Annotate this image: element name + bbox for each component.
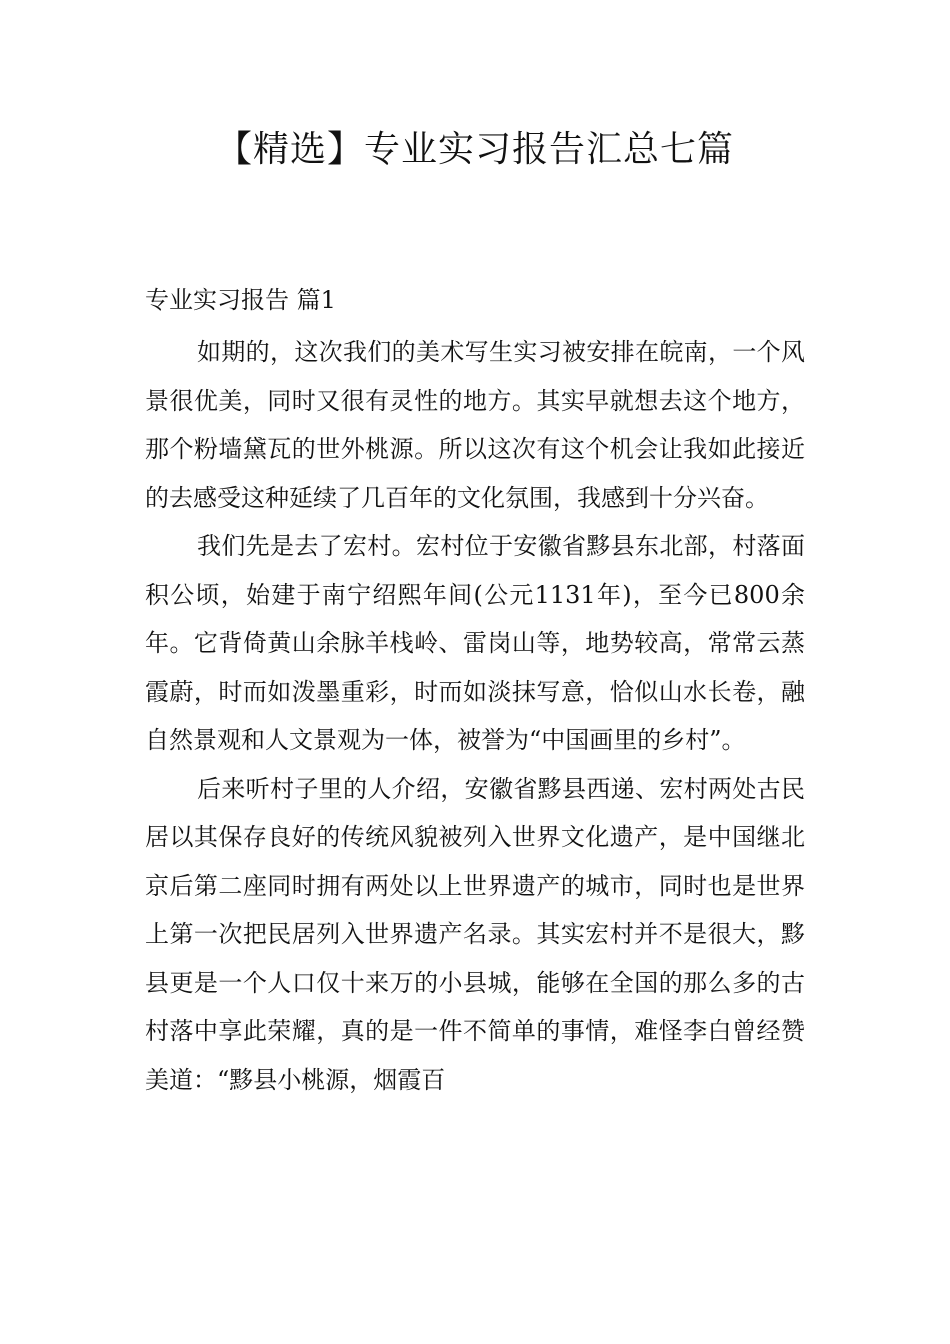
section-heading: 专业实习报告 篇1 (145, 286, 336, 314)
document-title: 【精选】专业实习报告汇总七篇 (215, 129, 734, 170)
document-body (145, 328, 805, 1104)
paragraph-3: 后来听村子里的人介绍，安徽省黟县西递、宏村两处古民居以其保存良好的传统风貌被列入世界文化遗产，是中国继北京后第二座同时拥有两处以上世界遗产的城市，同时也是世界上第一次把民居列入世界遗产名录。其实宏村并不是很大，黟县更是一个人口仅十来万的小县城，能够在全国的那么多的古村落中享此荣耀，真的是一件不简单的事情，难怪李白曾经赞美道：“黟县小桃源，烟霞百 (145, 774, 805, 1094)
paragraph-1: 如期的，这次我们的美术写生实习被安排在皖南，一个风景很优美，同时又很有灵性的地方。其实早就想去这个地方，那个粉墙黛瓦的世外桃源。所以这次有这个机会让我如此接近的去感受这种延续了几百年的文化氛围，我感到十分兴奋。 (145, 338, 805, 512)
paragraph-2: 我们先是去了宏村。宏村位于安徽省黟县东北部，村落面积公顷，始建于南宁绍熙年间(公元1131年)，至今已800余年。它背倚黄山余脉羊栈岭、雷岗山等，地势较高，常常云蒸霞蔚，时而如泼墨重彩，时而如淡抹写意，恰似山水长卷，融自然景观和人文景观为一体，被誉为“中国画里的乡村”。 (145, 532, 805, 754)
